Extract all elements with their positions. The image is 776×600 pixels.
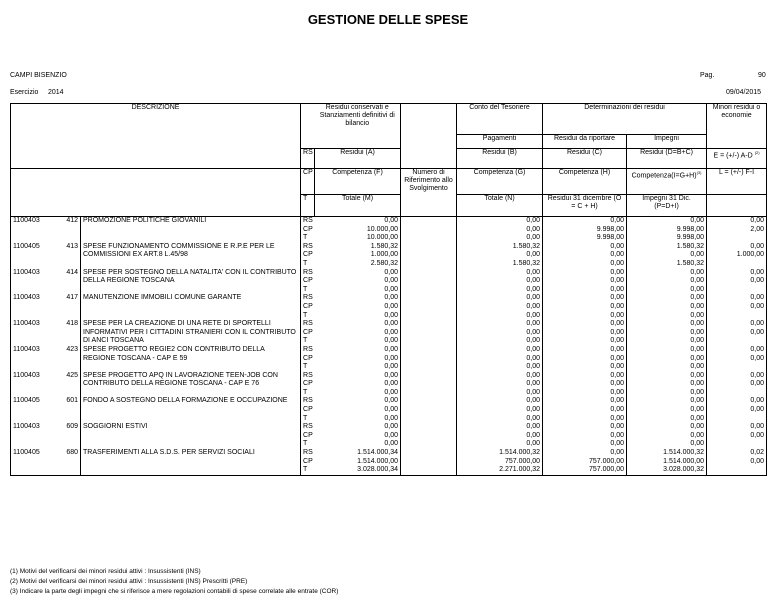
value: 0,00 — [384, 388, 399, 396]
value: 0,00 — [526, 440, 541, 448]
row-number: 680 — [59, 449, 81, 475]
value: 0,00 — [610, 371, 625, 379]
value: 0,00 — [526, 234, 541, 242]
row-col-a — [315, 320, 401, 346]
value: 0,00 — [526, 363, 541, 371]
row-description: SPESE FUNZIONAMENTO COMMISSIONE E R.P.E PER LE COMMISSIONI EX ART.8 L.45/98 — [81, 243, 301, 269]
value: 0,00 — [384, 345, 399, 353]
esercizio-year: 2014 — [48, 89, 64, 96]
value: 0,00 — [384, 431, 399, 439]
value: 2.271.000,32 — [499, 466, 541, 474]
row-col-c — [543, 346, 627, 372]
value: 0,00 — [610, 337, 625, 345]
row-description: PROMOZIONE POLITICHE GIOVANILI — [81, 217, 301, 243]
row-col-b — [457, 320, 543, 346]
table-row — [11, 346, 767, 372]
row-description: TRASFERIMENTI ALLA S.D.S. PER SERVIZI SOCIALI — [81, 449, 301, 475]
row-col-a — [315, 269, 401, 295]
value: 0,00 — [526, 294, 541, 302]
value: 0,00 — [750, 354, 765, 362]
value: 757.000,00 — [588, 466, 625, 474]
value: 0,00 — [690, 294, 705, 302]
value: 0,00 — [610, 285, 625, 293]
row-ref — [401, 294, 457, 320]
ente-name: CAMPI BISENZIO — [10, 72, 67, 79]
print-date: 09/04/2015 — [726, 89, 762, 96]
header-totale-n: Totale (N) — [457, 195, 543, 217]
row-col-a — [315, 217, 401, 243]
value: 0,00 — [526, 423, 541, 431]
row-col-e — [707, 346, 767, 372]
value: 0,00 — [526, 414, 541, 422]
value: 0,00 — [750, 423, 765, 431]
header-residui-b: Residui (B) — [457, 149, 543, 169]
value: 0,00 — [526, 328, 541, 336]
value: 0,00 — [526, 380, 541, 388]
value: 0,00 — [610, 449, 625, 457]
row-code: 1100405 — [11, 243, 59, 269]
table-row — [11, 294, 767, 320]
value: 0,00 — [526, 406, 541, 414]
row-col-c — [543, 269, 627, 295]
row-number: 423 — [59, 346, 81, 372]
value: 10.000,00 — [366, 234, 399, 242]
value: 0,00 — [690, 311, 705, 319]
value: 0,00 — [526, 345, 541, 353]
value: 0,00 — [690, 302, 705, 310]
value: 1.580,32 — [512, 242, 541, 250]
value: 0,00 — [750, 268, 765, 276]
value: 1.514.000,32 — [663, 449, 705, 457]
value: 0,00 — [384, 328, 399, 336]
row-description: SOGGIORNI ESTIVI — [81, 423, 301, 449]
value: 1.514.000,34 — [357, 449, 399, 457]
row-col-a — [315, 397, 401, 423]
row-col-a — [315, 372, 401, 398]
value: 0,00 — [690, 371, 705, 379]
value: 0,00 — [610, 414, 625, 422]
value: 0,00 — [610, 440, 625, 448]
value: 1.580,32 — [676, 242, 705, 250]
value: 0,00 — [384, 311, 399, 319]
value: 0,00 — [526, 302, 541, 310]
row-col-e — [707, 243, 767, 269]
value: 0,00 — [690, 397, 705, 405]
value: 0,00 — [750, 457, 765, 465]
row-col-d — [627, 346, 707, 372]
value: 1.514.000,00 — [357, 457, 399, 465]
header-residui-conservati: Residui conservati e Stanziamenti definitivi di bilancio — [315, 104, 401, 149]
value: 0,00 — [526, 311, 541, 319]
row-rs-keys: RS CP T — [303, 423, 313, 448]
header-numero-text: Numero di Riferimento allo Svolgimento — [401, 169, 457, 195]
value: 0,00 — [610, 345, 625, 353]
value: 1.000,00 — [370, 251, 399, 259]
value: 0,00 — [610, 406, 625, 414]
row-rs-keys: RS CP T — [303, 217, 313, 242]
value: 0,00 — [610, 302, 625, 310]
row-col-d — [627, 397, 707, 423]
value: 0,00 — [526, 268, 541, 276]
value: 0,00 — [690, 440, 705, 448]
row-code: 1100403 — [11, 294, 59, 320]
row-ref — [401, 243, 457, 269]
row-ref — [401, 423, 457, 449]
table-row — [11, 372, 767, 398]
row-rs-keys: RS CP T — [303, 242, 313, 267]
value: 1.580,32 — [676, 259, 705, 267]
value: 0,00 — [610, 431, 625, 439]
header-determinazioni: Determinazioni dei residui — [543, 104, 707, 135]
value: 757.000,00 — [588, 457, 625, 465]
value: 0,00 — [750, 345, 765, 353]
table-row — [11, 217, 767, 243]
row-ref — [401, 346, 457, 372]
table-row — [11, 269, 767, 295]
header-descrizione: DESCRIZIONE — [11, 104, 301, 169]
row-ref — [401, 320, 457, 346]
header-l-formula: L = (+/-) F-I — [707, 169, 767, 195]
row-description: MANUTENZIONE IMMOBILI COMUNE GARANTE — [81, 294, 301, 320]
row-col-c — [543, 423, 627, 449]
value: 0,00 — [610, 251, 625, 259]
value: 0,00 — [526, 354, 541, 362]
value: 0,00 — [384, 294, 399, 302]
value: 1.000,00 — [736, 251, 765, 259]
row-col-e — [707, 217, 767, 243]
value: 0,00 — [384, 406, 399, 414]
value: 0,00 — [610, 217, 625, 224]
table-row — [11, 397, 767, 423]
esercizio-label: Esercizio — [10, 89, 39, 96]
value: 0,00 — [750, 380, 765, 388]
row-code: 1100403 — [11, 217, 59, 243]
footnote: (3) Indicare la parte degli impegni che si riferisce a mere regolazioni contabili di spese correlate alle entrate (COR) — [10, 588, 339, 595]
row-col-b — [457, 397, 543, 423]
row-code: 1100403 — [11, 372, 59, 398]
row-number: 417 — [59, 294, 81, 320]
value: 0,00 — [750, 371, 765, 379]
row-col-b — [457, 449, 543, 475]
row-description: SPESE PER LA CREAZIONE DI UNA RETE DI SPORTELLI INFORMATIVI PER I CITTADINI STRANIERI CON IL CONTRIBUTO DI ANCI TOSCANA — [81, 320, 301, 346]
value: 0,00 — [690, 354, 705, 362]
table-row — [11, 449, 767, 475]
value: 0,00 — [384, 440, 399, 448]
row-number: 413 — [59, 243, 81, 269]
value: 0,00 — [526, 217, 541, 224]
value: 0,00 — [750, 277, 765, 285]
page-title: GESTIONE DELLE SPESE — [307, 12, 469, 27]
value: 0,00 — [690, 328, 705, 336]
row-col-d — [627, 372, 707, 398]
header-e-formula: E = (+/-) A-D $^{(2)}$ — [707, 149, 767, 169]
value: 1.514.000,00 — [663, 457, 705, 465]
value: 0,00 — [750, 242, 765, 250]
header-competenza-h: Competenza (H) — [543, 169, 627, 195]
value: 0,00 — [384, 423, 399, 431]
row-code: 1100405 — [11, 397, 59, 423]
value: 0,00 — [384, 217, 399, 224]
value: 0,00 — [384, 354, 399, 362]
value: 0,00 — [384, 268, 399, 276]
value: 0,00 — [384, 414, 399, 422]
row-col-b — [457, 346, 543, 372]
value: 0,00 — [690, 406, 705, 414]
value: 0,00 — [690, 285, 705, 293]
row-col-d — [627, 449, 707, 475]
row-col-c — [543, 449, 627, 475]
row-rs-keys: RS CP T — [303, 294, 313, 319]
value: 0,00 — [750, 406, 765, 414]
row-col-e — [707, 269, 767, 295]
row-ref — [401, 269, 457, 295]
row-col-c — [543, 397, 627, 423]
row-col-a — [315, 423, 401, 449]
header-rs: RS — [301, 149, 315, 169]
value: 0,00 — [610, 294, 625, 302]
row-col-b — [457, 294, 543, 320]
value: 1.580,32 — [512, 259, 541, 267]
value: 0,00 — [690, 277, 705, 285]
row-ref — [401, 217, 457, 243]
value: 0,00 — [610, 259, 625, 267]
row-col-e — [707, 320, 767, 346]
value: 0,00 — [690, 337, 705, 345]
page-number: 90 — [758, 72, 766, 79]
row-code: 1100405 — [11, 449, 59, 475]
value: 0,00 — [526, 251, 541, 259]
row-code: 1100403 — [11, 269, 59, 295]
header-cp: CP — [301, 169, 315, 195]
value: 1.514.000,32 — [499, 449, 541, 457]
value: 9.998,00 — [676, 225, 705, 233]
value: 0,00 — [690, 320, 705, 328]
value: 0,00 — [384, 363, 399, 371]
row-ref — [401, 372, 457, 398]
value: 0,00 — [384, 337, 399, 345]
row-col-d — [627, 320, 707, 346]
header-residui-31: Residui 31 dicembre (O = C + H) — [543, 195, 627, 217]
row-col-b — [457, 217, 543, 243]
row-col-d — [627, 423, 707, 449]
table-row — [11, 243, 767, 269]
row-description: SPESE PER SOSTEGNO DELLA NATALITA' CON IL CONTRIBUTO DELLA REGIONE TOSCANA — [81, 269, 301, 295]
value: 0,00 — [690, 431, 705, 439]
value: 0,00 — [526, 225, 541, 233]
row-col-c — [543, 372, 627, 398]
row-col-a — [315, 243, 401, 269]
value: 0,02 — [750, 449, 765, 457]
row-code: 1100403 — [11, 320, 59, 346]
row-rs-keys: RS CP T — [303, 345, 313, 371]
header-impegni: Impegni — [627, 135, 707, 149]
row-col-d — [627, 269, 707, 295]
value: 0,00 — [610, 363, 625, 371]
value: 9.998,00 — [596, 234, 625, 242]
row-ref — [401, 449, 457, 475]
row-col-a — [315, 346, 401, 372]
footnote: (1) Motivi del verificarsi dei minori residui attivi : Insussistenti (INS) — [10, 568, 201, 575]
value: 0,00 — [384, 371, 399, 379]
header-t: T — [301, 195, 315, 217]
row-rs-keys: RS CP T — [303, 397, 313, 422]
value: 757.000,00 — [504, 457, 541, 465]
row-col-a — [315, 449, 401, 475]
value: 10.000,00 — [366, 225, 399, 233]
row-col-b — [457, 243, 543, 269]
value: 0,00 — [384, 285, 399, 293]
value: 0,00 — [384, 397, 399, 405]
value: 0,00 — [526, 320, 541, 328]
footnote: (2) Motivi del verificarsi dei minori residui attivi : Insussistenti (INS) Prescritti (PRE) — [10, 578, 248, 585]
value: 0,00 — [750, 328, 765, 336]
value: 0,00 — [690, 380, 705, 388]
value: 0,00 — [750, 302, 765, 310]
row-number: 418 — [59, 320, 81, 346]
value: 9.998,00 — [676, 234, 705, 242]
value: 0,00 — [526, 388, 541, 396]
value: 0,00 — [526, 277, 541, 285]
table-row — [11, 320, 767, 346]
value: 0,00 — [610, 268, 625, 276]
value: 0,00 — [610, 277, 625, 285]
header-residui-riportare: Residui da riportare — [543, 135, 627, 149]
row-number: 414 — [59, 269, 81, 295]
row-col-c — [543, 320, 627, 346]
row-number: 609 — [59, 423, 81, 449]
row-col-e — [707, 397, 767, 423]
value: 0,00 — [610, 242, 625, 250]
row-col-e — [707, 372, 767, 398]
value: 0,00 — [690, 217, 705, 224]
row-code: 1100403 — [11, 423, 59, 449]
row-col-c — [543, 217, 627, 243]
value: 3.028.000,32 — [663, 466, 705, 474]
value: 0,00 — [610, 388, 625, 396]
value: 2,00 — [750, 225, 765, 233]
value: 0,00 — [384, 277, 399, 285]
value: 0,00 — [750, 320, 765, 328]
row-col-b — [457, 269, 543, 295]
row-description: SPESE PROGETTO APQ IN LAVORAZIONE TEEN-JOB CON CONTRIBUTO DELLA REGIONE TOSCANA - CAP E 76 — [81, 372, 301, 398]
header-competenza-g: Competenza (G) — [457, 169, 543, 195]
value: 0,00 — [610, 328, 625, 336]
row-col-c — [543, 294, 627, 320]
row-col-e — [707, 423, 767, 449]
value: 0,00 — [610, 320, 625, 328]
row-description: SPESE PROGETTO REGIE2 CON CONTRIBUTO DELLA REGIONE TOSCANA - CAP E 59 — [81, 346, 301, 372]
value: 0,00 — [610, 311, 625, 319]
header-totale-m: Totale (M) — [315, 195, 401, 217]
value: 0,00 — [384, 302, 399, 310]
header-residui-a: Residui (A) — [315, 149, 401, 169]
row-rs-keys: RS CP T — [301, 449, 315, 475]
page-label: Pag. — [700, 72, 715, 79]
row-col-e — [707, 294, 767, 320]
header-residui-d: Residui (D=B+C) — [627, 149, 707, 169]
spese-table — [10, 103, 767, 476]
value: 0,00 — [690, 363, 705, 371]
value: 0,00 — [526, 337, 541, 345]
value: 0,00 — [526, 397, 541, 405]
header-conto-tesoriere: Conto del Tesoriere — [457, 104, 543, 135]
header-minori-residui: Minori residui o economie — [707, 104, 767, 149]
header-residui-c: Residui (C) — [543, 149, 627, 169]
header-competenza-i: Competenza(I=G+H)$^{(3)}$ — [627, 169, 707, 195]
row-col-d — [627, 217, 707, 243]
value: 1.580,32 — [370, 242, 399, 250]
value: 0,00 — [690, 345, 705, 353]
value: 0,00 — [610, 397, 625, 405]
value: 0,00 — [610, 354, 625, 362]
header-impegni-31: Impegni 31 Dic. (P=D+I) — [627, 195, 707, 217]
value: 0,00 — [690, 251, 705, 259]
row-col-c — [543, 243, 627, 269]
row-code: 1100403 — [11, 346, 59, 372]
value: 0,00 — [690, 414, 705, 422]
value: 0,00 — [690, 268, 705, 276]
value: 0,00 — [750, 397, 765, 405]
value: 0,00 — [750, 294, 765, 302]
header-competenza-f: Competenza (F) — [315, 169, 401, 195]
value: 0,00 — [750, 431, 765, 439]
table-row — [11, 423, 767, 449]
header-numero-riferimento — [401, 104, 457, 169]
row-col-a — [315, 294, 401, 320]
value: 9.998,00 — [596, 225, 625, 233]
value: 0,00 — [690, 423, 705, 431]
value: 0,00 — [384, 320, 399, 328]
row-description: FONDO A SOSTEGNO DELLA FORMAZIONE E OCCUPAZIONE — [81, 397, 301, 423]
row-number: 601 — [59, 397, 81, 423]
row-col-b — [457, 423, 543, 449]
row-col-d — [627, 294, 707, 320]
value: 0,00 — [384, 380, 399, 388]
row-rs-keys: RS CP T — [303, 268, 313, 293]
row-ref — [401, 397, 457, 423]
value: 0,00 — [526, 371, 541, 379]
value: 2.580,32 — [370, 259, 399, 267]
value: 3.028.000,34 — [357, 466, 399, 474]
row-rs-keys: RS CP T — [303, 371, 313, 396]
row-col-b — [457, 372, 543, 398]
value: 0,00 — [690, 388, 705, 396]
header-pagamenti: Pagamenti — [457, 135, 543, 149]
value: 0,00 — [610, 380, 625, 388]
value: 0,00 — [610, 423, 625, 431]
row-col-d — [627, 243, 707, 269]
row-number: 412 — [59, 217, 81, 243]
row-col-e — [707, 449, 767, 475]
value: 0,00 — [526, 431, 541, 439]
value: 0,00 — [526, 285, 541, 293]
row-rs-keys: RS CP T — [303, 320, 313, 345]
value: 0,00 — [750, 217, 765, 224]
row-number: 425 — [59, 372, 81, 398]
